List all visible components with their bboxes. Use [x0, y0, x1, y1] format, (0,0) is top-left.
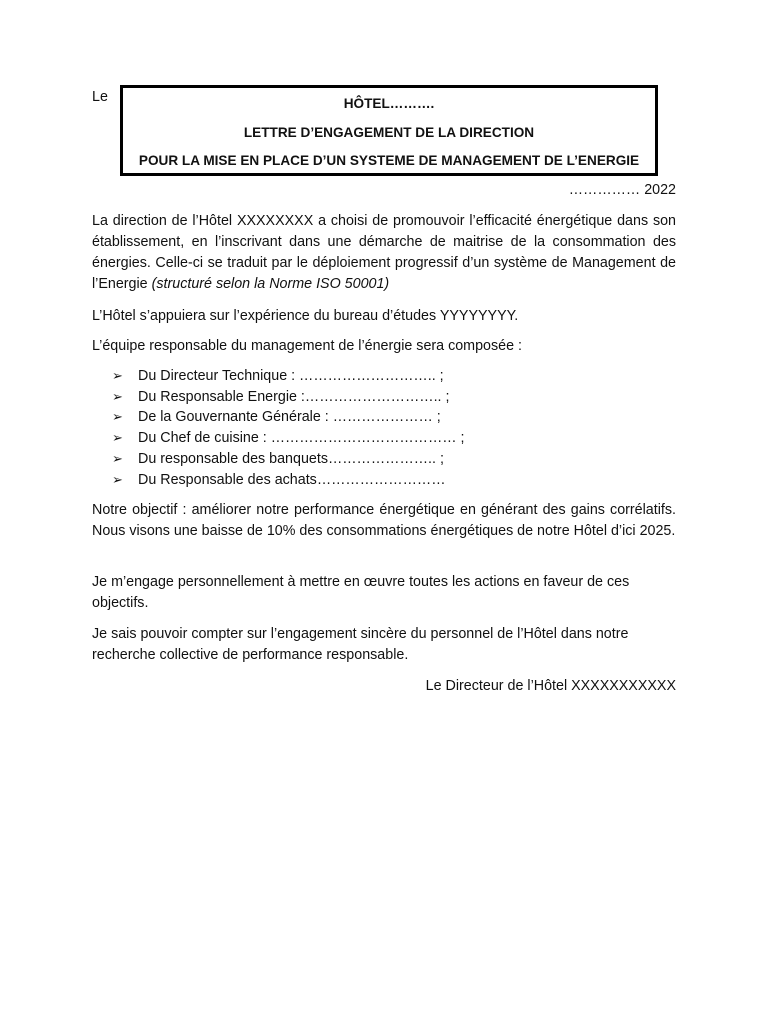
list-item — [112, 428, 465, 449]
header-subtitle: POUR LA MISE EN PLACE D’UN SYSTEME DE MANAGEMENT DE L’ENERGIE — [138, 153, 640, 168]
list-item — [112, 449, 465, 470]
paragraph-consultant: L’Hôtel s’appuiera sur l’expérience du bureau d’études YYYYYYYY. — [92, 308, 519, 324]
arrowhead-bullet-icon: ➢ — [112, 430, 123, 446]
le-prefix: Le — [92, 89, 108, 105]
list-item — [112, 407, 465, 428]
list-item-text: Du Chef de cuisine : ………………………………… ; — [138, 430, 465, 447]
team-list — [112, 366, 465, 490]
letter-date: …………… 2022 — [568, 182, 676, 198]
letter-header-box — [120, 85, 658, 176]
paragraph-team-intro: L’équipe responsable du management de l’énergie sera composée : — [92, 338, 522, 354]
signature: Le Directeur de l’Hôtel XXXXXXXXXXX — [425, 678, 676, 694]
arrowhead-bullet-icon: ➢ — [112, 368, 123, 383]
arrowhead-bullet-icon: ➢ — [112, 409, 123, 425]
arrowhead-bullet-icon: ➢ — [112, 471, 123, 487]
list-item — [112, 470, 465, 491]
paragraph-intro — [92, 211, 676, 295]
paragraph-objective: Notre objectif : améliorer notre performance énergétique en générant des gains corrélatifs. Nous visons une baisse de 10% des consommations énergétiques de notre Hôtel d’ici 2025. — [92, 502, 676, 539]
arrowhead-bullet-icon: ➢ — [112, 388, 123, 404]
list-item — [112, 387, 465, 408]
list-item-text: Du Responsable des achats……………………… — [138, 471, 446, 488]
paragraph-commitment: Je m’engage personnellement à mettre en œuvre toutes les actions en faveur de ces objectifs. — [92, 574, 630, 611]
header-title: LETTRE D’ENGAGEMENT DE LA DIRECTION — [243, 125, 535, 140]
arrowhead-bullet-icon: ➢ — [112, 450, 123, 466]
header-hotel-name: HÔTEL………. — [343, 96, 435, 111]
paragraph-intro-italic: (structuré selon la Norme ISO 50001) — [151, 276, 390, 292]
paragraph-intro-text: La direction de l’Hôtel XXXXXXXX a choisi de promouvoir l’efficacité énergétique dans son établissement, en l’inscrivant dans une démarche de maitrise de la consommation des énergies. Celle-ci se traduit par le déploiement progressif d’un système de Management de l’Energie — [92, 213, 676, 292]
list-item-text: Du Responsable Energie :……………………….. ; — [138, 388, 450, 405]
list-item — [112, 366, 465, 387]
list-item-text: Du Directeur Technique : ……………………….. ; — [138, 368, 444, 384]
list-item-text: De la Gouvernante Générale : ………………… ; — [138, 409, 441, 426]
list-item-text: Du responsable des banquets………………….. ; — [138, 450, 444, 467]
paragraph-staff: Je sais pouvoir compter sur l’engagement sincère du personnel de l’Hôtel dans notre recherche collective de performance responsable. — [92, 626, 629, 663]
